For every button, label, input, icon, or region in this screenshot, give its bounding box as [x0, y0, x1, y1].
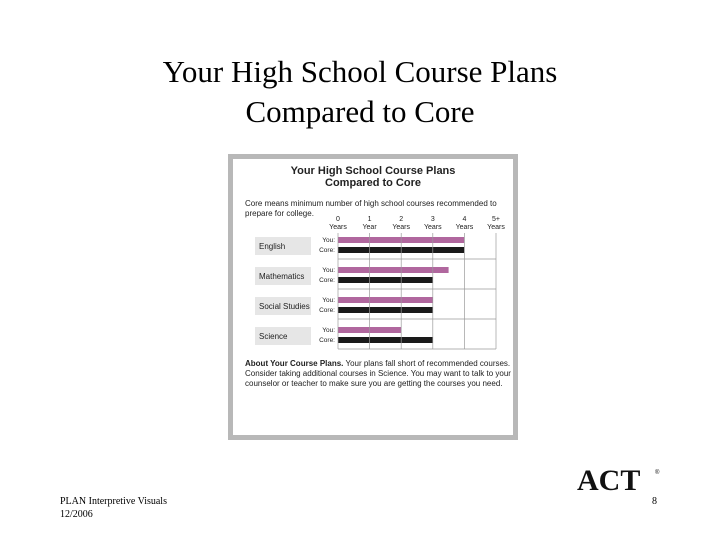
you-bar — [338, 267, 449, 273]
svg-text:ACT: ACT — [577, 464, 641, 494]
about-course-plans — [245, 359, 511, 389]
footer-line2: 12/2006 — [60, 509, 93, 520]
core-description: Core means minimum number of high school courses recommended to prepare for college. — [245, 199, 497, 218]
act-logo — [575, 464, 667, 494]
footer-left — [60, 495, 167, 521]
x-tick-label: 3 — [430, 216, 435, 223]
core-row-label: Core: — [319, 307, 335, 314]
you-row-label: You: — [322, 327, 335, 334]
course-plans-chart — [233, 159, 513, 435]
core-row-label: Core: — [319, 247, 335, 254]
report-title-line1: Your High School Course Plans — [290, 165, 456, 177]
x-tick-label: 5+ — [492, 216, 500, 223]
x-tick-label: 0 — [336, 216, 340, 223]
x-tick-unit-label: Years — [455, 224, 474, 231]
you-row-label: You: — [322, 297, 335, 304]
x-tick-unit-label: Years — [487, 224, 505, 231]
x-tick-unit-label: Years — [392, 224, 411, 231]
category-label: English — [259, 242, 286, 251]
category-label: Science — [259, 332, 288, 341]
x-tick-label: 4 — [462, 216, 467, 223]
core-row-label: Core: — [319, 277, 335, 284]
report-card — [233, 159, 513, 435]
x-tick-unit-label: Years — [329, 224, 347, 231]
report-title-line2: Compared to Core — [325, 177, 421, 189]
about-text: Your plans fall short of recommended courses. Consider taking additional courses in Science. You may want to talk to your counselor or teacher to make sure you are getting the courses you need. — [245, 359, 511, 388]
x-tick-label: 1 — [367, 216, 372, 223]
course-plans-report — [228, 154, 518, 440]
x-tick-unit-label: Years — [423, 224, 442, 231]
category-label: Social Studies — [259, 302, 310, 311]
svg-text:®: ® — [655, 470, 660, 476]
core-bar — [338, 307, 433, 313]
you-bar — [338, 297, 433, 303]
x-tick-unit-label: Year — [362, 224, 377, 231]
page-number: 8 — [652, 496, 657, 507]
slide-title-line1: Your High School Course Plans — [162, 54, 558, 89]
you-row-label: You: — [322, 237, 335, 244]
about-heading: About Your Course Plans. — [245, 359, 344, 368]
core-row-label: Core: — [319, 337, 335, 344]
x-tick-label: 2 — [399, 216, 404, 223]
category-label: Mathematics — [259, 272, 305, 281]
footer-line1: PLAN Interpretive Visuals — [60, 496, 167, 507]
core-bar — [338, 337, 433, 343]
slide-title — [60, 52, 660, 132]
slide-title-line2: Compared to Core — [245, 94, 475, 129]
core-bar — [338, 277, 433, 283]
you-row-label: You: — [322, 267, 335, 274]
